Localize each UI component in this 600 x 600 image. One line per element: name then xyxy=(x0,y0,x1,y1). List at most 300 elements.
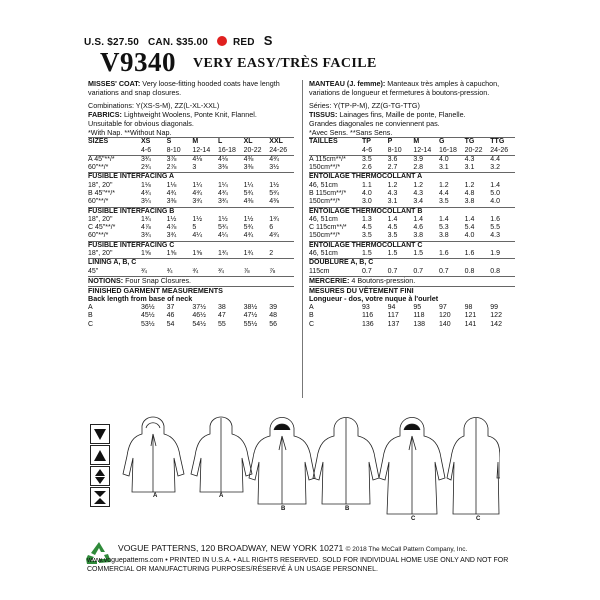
table-cell: 4.5 xyxy=(362,224,372,232)
table-cell: 1¾ xyxy=(141,215,151,223)
company-address: VOGUE PATTERNS, 120 BROADWAY, NEW YORK 10271 xyxy=(118,543,344,553)
notions-fr: 4 Boutons-pression. xyxy=(351,275,416,285)
section-title: ENTOILAGE THERMOCOLLANT C xyxy=(309,241,515,250)
table-row xyxy=(88,164,294,173)
arrow-up-icon xyxy=(90,445,110,465)
fgm-subtitle: Back length from base of neck xyxy=(88,294,193,304)
table-cell: 3 xyxy=(192,164,197,172)
price-line xyxy=(84,33,279,48)
garment-description-fr: Manteaux très amples à capuchon, variations de longueur et fermetures à boutons-pression. xyxy=(309,79,500,97)
table-cell: 37 xyxy=(166,304,175,312)
table-cell: 4⅛ xyxy=(217,155,228,163)
table-cell: 5.0 xyxy=(490,190,501,197)
table-cell: 37½ xyxy=(192,304,206,312)
size-number: 16-18 xyxy=(438,147,464,156)
view-label: B xyxy=(345,506,350,512)
section-row xyxy=(88,173,294,182)
table-cell: 4.0 xyxy=(464,232,475,240)
table-cell: 0.7 xyxy=(362,267,372,275)
row-label: 150cm**/* xyxy=(309,164,341,172)
section-row xyxy=(88,207,294,216)
column-divider xyxy=(302,80,303,398)
size-number: 4-6 xyxy=(140,147,166,156)
table-row xyxy=(88,304,294,312)
table-cell: 55 xyxy=(217,320,226,328)
section-title: DOUBLURE A, B, C xyxy=(309,259,515,268)
section-title: ENTOILAGE THERMOCOLLANT B xyxy=(309,207,515,216)
table-row xyxy=(88,268,294,276)
nap-note-fr: *Avec Sens. **Sans Sens. xyxy=(309,127,393,137)
table-cell: 1¾ xyxy=(217,250,228,258)
fgm-title-fr: MESURES DU VÊTEMENT FINI xyxy=(309,286,515,296)
row-label: A 115cm**/* xyxy=(309,155,346,163)
table-cell: 0.8 xyxy=(464,267,475,275)
table-cell: 1.2 xyxy=(413,181,424,189)
table-cell: 5 xyxy=(192,224,197,232)
table-cell: 4⅞ xyxy=(141,224,151,232)
price-us: U.S. $27.50 xyxy=(84,37,140,48)
size-label: TG xyxy=(464,138,490,147)
table-row xyxy=(88,182,294,190)
table-cell: 1.5 xyxy=(413,250,424,258)
size-label: M xyxy=(191,138,217,147)
table-cell: 5¾ xyxy=(243,190,254,197)
table-cell: 48 xyxy=(269,312,278,320)
table-cell: 3.0 xyxy=(362,198,372,206)
table-row xyxy=(309,312,515,320)
view-label: C xyxy=(476,516,481,522)
table-row xyxy=(309,155,515,164)
table-cell: 3.1 xyxy=(464,164,475,172)
table-cell: 4.3 xyxy=(464,155,475,163)
table-cell: 1.2 xyxy=(438,181,449,189)
table-cell: 1½ xyxy=(243,215,254,223)
unsuitable-note: Unsuitable for obvious diagonals. xyxy=(88,118,194,128)
yardage-table-fr xyxy=(309,137,515,276)
table-cell: 4.0 xyxy=(362,190,372,197)
garment-sketches xyxy=(120,412,500,524)
table-cell: ¾ xyxy=(166,267,173,275)
table-row xyxy=(88,321,294,329)
fgm-table xyxy=(88,304,294,329)
table-cell: 0.7 xyxy=(413,267,424,275)
sketch-b-back xyxy=(313,418,379,505)
fabrics: Lightweight Woolens, Ponte Knit, Flannel. xyxy=(123,110,257,120)
size-label: XXL xyxy=(268,138,294,147)
table-cell: 120 xyxy=(438,312,451,320)
table-cell: 1¾ xyxy=(243,250,254,258)
table-row xyxy=(309,164,515,173)
english-column xyxy=(88,80,294,329)
table-row xyxy=(88,190,294,198)
footer-line xyxy=(118,543,518,555)
size-header-row xyxy=(88,138,294,147)
table-cell: 137 xyxy=(387,320,400,328)
table-row xyxy=(88,216,294,224)
row-label: 150cm**/* xyxy=(309,198,341,206)
table-cell: 4.6 xyxy=(413,224,424,232)
size-number: 24-26 xyxy=(268,147,294,156)
size-letter: S xyxy=(263,33,273,48)
table-row xyxy=(309,190,515,198)
footer-legal xyxy=(87,556,517,574)
table-cell: 93 xyxy=(362,304,370,312)
row-label: C xyxy=(88,320,94,328)
table-cell: 4.5 xyxy=(387,224,398,232)
table-cell: 98 xyxy=(464,304,473,312)
table-cell: 141 xyxy=(464,320,477,328)
sketch-c-front xyxy=(379,418,445,515)
row-label: 60"**/* xyxy=(88,232,109,240)
view-label: C xyxy=(411,516,416,522)
table-cell: ¾ xyxy=(217,267,224,275)
table-cell: 4.4 xyxy=(438,190,449,197)
table-cell: 5¾ xyxy=(269,190,280,197)
table-cell: 4.4 xyxy=(490,155,501,163)
table-cell: 4¾ xyxy=(269,232,280,240)
section-row xyxy=(88,241,294,250)
table-cell: 3.4 xyxy=(413,198,424,206)
table-cell: 3.9 xyxy=(413,155,424,163)
size-number: 16-18 xyxy=(217,147,243,156)
table-cell: 4.8 xyxy=(464,190,475,197)
table-cell: 1.6 xyxy=(490,215,501,223)
french-column xyxy=(309,80,515,329)
legal-text: • PRINTED IN U.S.A. • ALL RIGHTS RESERVED. SOLD FOR INDIVIDUAL HOME USE ONLY AND NOT FOR COMMERCIAL OR MANUFACTURING PURPOSES/RÉSERVÉ À UN USAGE PERSONNEL. xyxy=(87,557,509,573)
size-number: 24-26 xyxy=(489,147,515,156)
table-cell: 1½ xyxy=(269,181,280,189)
table-cell: 4.3 xyxy=(387,190,398,197)
table-row xyxy=(88,198,294,207)
difficulty-rating: VERY EASY/TRÈS FACILE xyxy=(193,56,377,71)
table-cell: 3.2 xyxy=(490,164,501,172)
table-row xyxy=(88,232,294,241)
yardage-table xyxy=(88,137,294,276)
table-cell: 4¾ xyxy=(141,190,151,197)
section-title: ENTOILAGE THERMOCOLLANT A xyxy=(309,173,515,182)
garment-heading-fr: MANTEAU (J. femme): xyxy=(309,79,386,88)
fabrics-label-fr: TISSUS: xyxy=(309,110,338,120)
fgm-title: FINISHED GARMENT MEASUREMENTS xyxy=(88,286,294,296)
size-number-row xyxy=(309,147,515,156)
table-cell: 138 xyxy=(413,320,425,328)
table-cell: 1½ xyxy=(192,215,203,223)
table-cell: 118 xyxy=(413,312,425,320)
sketch-c-back xyxy=(447,418,500,515)
table-cell: 116 xyxy=(362,312,374,320)
table-cell: 1⅝ xyxy=(192,250,203,258)
table-cell: 1.2 xyxy=(464,181,475,189)
table-cell: 1⅛ xyxy=(141,181,151,189)
notions-label: NOTIONS: xyxy=(88,275,124,285)
table-cell: 4.3 xyxy=(490,232,501,240)
row-label: A xyxy=(88,304,93,312)
table-cell: 3.5 xyxy=(438,198,449,206)
section-title: LINING A, B, C xyxy=(88,259,294,268)
row-label: C xyxy=(309,320,315,328)
table-cell: 95 xyxy=(413,304,422,312)
view-label: A xyxy=(219,493,224,499)
table-cell: 1.5 xyxy=(362,250,372,258)
table-cell: 3¼ xyxy=(141,198,151,206)
table-cell: 4⅜ xyxy=(269,198,280,206)
table-row xyxy=(309,224,515,232)
table-cell: 1¼ xyxy=(243,181,254,189)
table-cell: 3.5 xyxy=(362,232,372,240)
layout-symbols xyxy=(90,424,108,508)
table-cell: 1⅝ xyxy=(166,250,177,258)
arrow-updown-icon xyxy=(90,466,110,486)
table-cell: 1¾ xyxy=(269,215,280,223)
blank-cell xyxy=(88,147,140,156)
table-cell: 38 xyxy=(217,304,226,312)
table-row xyxy=(309,268,515,276)
fgm-table-fr xyxy=(309,304,515,329)
table-cell: 2 xyxy=(269,250,274,258)
table-cell: 1⅛ xyxy=(166,181,177,189)
table-row xyxy=(309,232,515,241)
table-cell: 3.8 xyxy=(464,198,475,206)
table-cell: 3.8 xyxy=(413,232,424,240)
section-row xyxy=(309,259,515,268)
table-row xyxy=(88,312,294,320)
series: Séries: Y(TP-P-M), ZZ(G-TG-TTG) xyxy=(309,101,420,111)
size-label: G xyxy=(438,138,464,147)
table-row xyxy=(309,198,515,207)
notions: Four Snap Closures. xyxy=(125,275,192,285)
table-cell: 1¼ xyxy=(192,181,203,189)
table-cell: 1.1 xyxy=(362,181,372,189)
table-cell: 3¾ xyxy=(166,232,177,240)
table-cell: 47 xyxy=(217,312,226,320)
table-cell: 2¾ xyxy=(141,164,151,172)
section-title: FUSIBLE INTERFACING C xyxy=(88,241,294,250)
table-cell: 3.5 xyxy=(387,232,398,240)
table-cell: 0.8 xyxy=(490,267,501,275)
table-cell: 2.8 xyxy=(413,164,424,172)
table-cell: 53½ xyxy=(141,320,155,328)
table-cell: 3⅜ xyxy=(217,164,228,172)
table-cell: 4⅜ xyxy=(243,155,254,163)
size-label: L xyxy=(217,138,243,147)
table-cell: 3⅜ xyxy=(243,164,254,172)
table-cell: 5.3 xyxy=(438,224,449,232)
sketch-a-back xyxy=(191,417,252,492)
table-cell: 1.6 xyxy=(464,250,475,258)
table-cell: 3¾ xyxy=(192,198,203,206)
table-row xyxy=(309,250,515,259)
table-cell: 2⅞ xyxy=(166,164,177,172)
table-cell: 36½ xyxy=(141,304,155,312)
table-cell: 4⅜ xyxy=(243,198,254,206)
table-cell: 3.1 xyxy=(438,164,449,172)
size-label: TP xyxy=(361,138,387,147)
table-cell: 6 xyxy=(269,224,274,232)
size-number: 20-22 xyxy=(243,147,269,156)
table-cell: 39 xyxy=(269,304,278,312)
table-cell: 46 xyxy=(166,312,175,320)
table-row xyxy=(309,216,515,224)
table-cell: 2.6 xyxy=(362,164,372,172)
table-cell: 54 xyxy=(166,320,175,328)
table-cell: 1½ xyxy=(217,215,228,223)
table-cell: 1⅝ xyxy=(141,250,151,258)
size-label: S xyxy=(166,138,192,147)
nap-note: *With Nap. **Without Nap. xyxy=(88,127,172,137)
table-cell: 3¾ xyxy=(141,155,151,163)
size-label: P xyxy=(387,138,413,147)
table-cell: 2.7 xyxy=(387,164,398,172)
table-cell: 46½ xyxy=(192,312,206,320)
arrow-down-icon xyxy=(90,424,110,444)
table-row xyxy=(309,304,515,312)
section-row xyxy=(309,173,515,182)
table-cell: 4⅛ xyxy=(192,155,203,163)
size-number: 12-14 xyxy=(191,147,217,156)
sketch-b-front xyxy=(249,418,315,505)
table-row xyxy=(309,182,515,190)
table-cell: 1.4 xyxy=(438,215,449,223)
table-cell: ⅞ xyxy=(243,267,250,275)
row-label: 45" xyxy=(88,267,99,275)
row-label: 115cm xyxy=(309,267,330,275)
table-cell: 3⅞ xyxy=(166,155,177,163)
table-cell: 4¾ xyxy=(269,155,280,163)
table-cell: 140 xyxy=(438,320,451,328)
row-label: B 45"**/* xyxy=(88,190,116,197)
color-label: RED xyxy=(233,37,255,48)
row-label: 18", 20" xyxy=(88,215,113,223)
table-row xyxy=(88,224,294,232)
unsuitable-note-fr: Grandes diagonales ne conviennent pas. xyxy=(309,118,440,128)
size-number: 12-14 xyxy=(412,147,438,156)
fgm-subtitle-fr: Longueur - dos, votre nuque à l'ourlet xyxy=(309,294,439,304)
table-cell: 99 xyxy=(490,304,499,312)
table-cell: 1.3 xyxy=(362,215,372,223)
table-cell: 1½ xyxy=(166,215,177,223)
table-cell: ¾ xyxy=(192,267,199,275)
view-label: B xyxy=(281,506,286,512)
table-cell: 45½ xyxy=(141,312,155,320)
table-cell: 5¾ xyxy=(217,224,228,232)
table-cell: 4¼ xyxy=(217,232,228,240)
row-label: 18", 20" xyxy=(88,181,113,189)
table-cell: 121 xyxy=(464,312,477,320)
combinations: Combinations: Y(XS-S-M), ZZ(L-XL-XXL) xyxy=(88,101,220,111)
blank-cell xyxy=(309,147,361,156)
table-cell: 5.4 xyxy=(464,224,475,232)
section-title: FUSIBLE INTERFACING A xyxy=(88,173,294,182)
table-cell: 142 xyxy=(490,320,502,328)
red-dot-icon xyxy=(217,36,227,46)
row-label: A xyxy=(309,304,314,312)
table-cell: 1.4 xyxy=(490,181,501,189)
row-label: 60"**/* xyxy=(88,198,109,206)
size-number: 8-10 xyxy=(166,147,192,156)
table-cell: 0.7 xyxy=(387,267,398,275)
size-number: 20-22 xyxy=(464,147,490,156)
table-cell: 55½ xyxy=(243,320,258,328)
table-cell: 1.9 xyxy=(490,250,501,258)
table-cell: 4⅞ xyxy=(166,224,177,232)
row-label: C 115cm**/* xyxy=(309,224,347,232)
row-label: 60"**/* xyxy=(88,164,109,172)
size-number: 4-6 xyxy=(361,147,387,156)
arrow-hourglass-icon xyxy=(90,487,110,507)
table-cell: 4¾ xyxy=(166,190,177,197)
table-cell: 1.4 xyxy=(387,215,398,223)
table-cell: 3.6 xyxy=(387,155,398,163)
section-title: FUSIBLE INTERFACING B xyxy=(88,207,294,216)
table-cell: 4¼ xyxy=(192,232,203,240)
table-cell: 1.6 xyxy=(438,250,449,258)
section-row xyxy=(309,207,515,216)
notions-label-fr: MERCERIE: xyxy=(309,275,350,285)
table-cell: 3.8 xyxy=(438,232,449,240)
table-cell: 97 xyxy=(438,304,447,312)
table-cell: 3⅜ xyxy=(166,198,177,206)
table-cell: 136 xyxy=(362,320,374,328)
row-label: 150cm**/* xyxy=(309,232,341,240)
table-cell: 4¾ xyxy=(243,232,254,240)
row-label: A 45"**/* xyxy=(88,155,115,163)
view-label: A xyxy=(153,493,158,499)
table-cell: 4.0 xyxy=(438,155,449,163)
table-cell: 1.5 xyxy=(387,250,398,258)
sketch-a-front xyxy=(123,417,184,492)
table-cell: 3.5 xyxy=(362,155,372,163)
table-cell: 54½ xyxy=(192,320,206,328)
row-label: 46, 51cm xyxy=(309,181,338,189)
size-label: M xyxy=(412,138,438,147)
table-cell: 4.0 xyxy=(490,198,501,206)
table-cell: 1¼ xyxy=(217,181,228,189)
size-label: XL xyxy=(243,138,269,147)
size-number-row xyxy=(88,147,294,156)
copyright: © 2018 The McCall Pattern Company, Inc. xyxy=(345,546,468,553)
row-label: C 45"**/* xyxy=(88,224,116,232)
table-cell: 1.4 xyxy=(413,215,424,223)
table-cell: 0.7 xyxy=(438,267,449,275)
table-row xyxy=(88,155,294,164)
table-cell: 38½ xyxy=(243,304,258,312)
row-label: 18", 20" xyxy=(88,250,113,258)
table-cell: 4¾ xyxy=(192,190,203,197)
table-cell: 3¾ xyxy=(217,198,228,206)
table-cell: 5.5 xyxy=(490,224,501,232)
price-can: CAN. $35.00 xyxy=(148,37,209,48)
row-label: 46, 51cm xyxy=(309,215,338,223)
sizes-label: SIZES xyxy=(88,138,140,147)
table-cell: 1.2 xyxy=(387,181,398,189)
section-row xyxy=(88,259,294,268)
table-cell: 117 xyxy=(387,312,399,320)
section-row xyxy=(309,241,515,250)
size-number: 8-10 xyxy=(387,147,413,156)
table-cell: 3½ xyxy=(269,164,280,172)
table-cell: 56 xyxy=(269,320,278,328)
garment-heading: MISSES' COAT: xyxy=(88,79,141,88)
garment-description: Very loose-fitting hooded coats have length variations and snap closures. xyxy=(88,79,280,97)
pattern-number: V9340 xyxy=(100,47,176,77)
size-label: TTG xyxy=(489,138,515,147)
table-cell: 4¾ xyxy=(217,190,228,197)
fabrics-fr: Lainages fins, Maille de ponte, Flanelle. xyxy=(339,110,466,120)
fabrics-label: FABRICS: xyxy=(88,110,122,120)
website-link[interactable]: www.voguepatterns.com xyxy=(87,557,164,564)
sizes-label: TAILLES xyxy=(309,138,361,147)
table-cell: 3.1 xyxy=(387,198,398,206)
